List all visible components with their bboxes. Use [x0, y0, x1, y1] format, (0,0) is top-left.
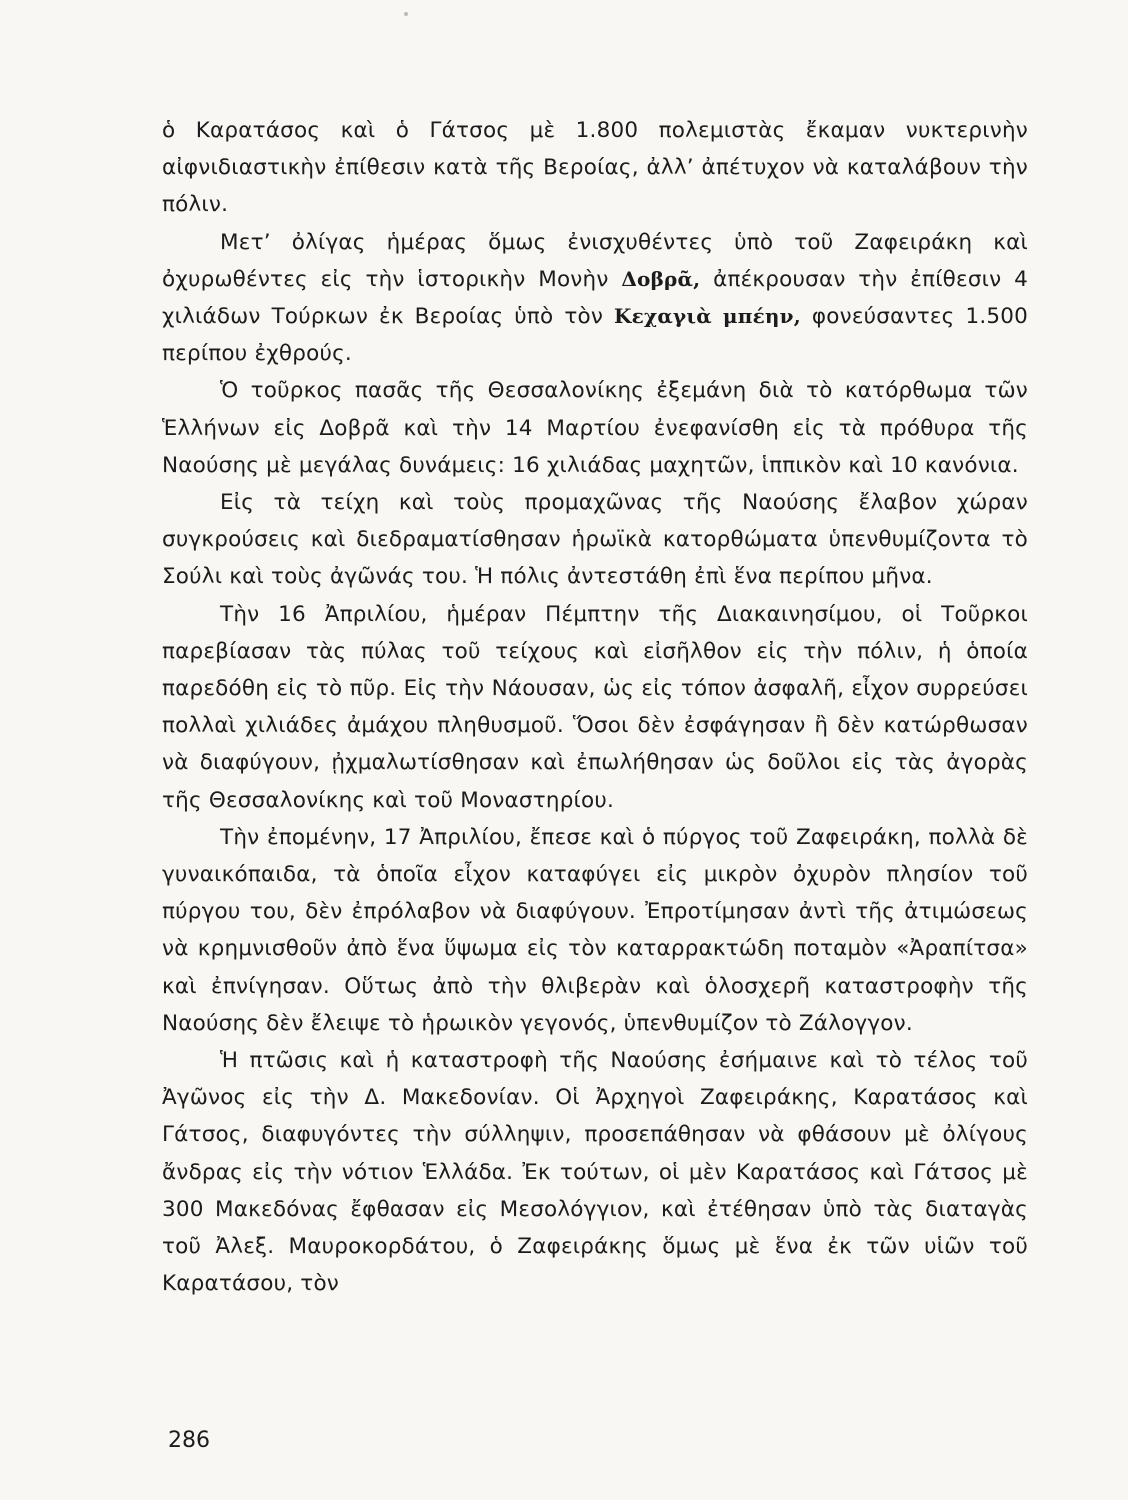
paragraph-6 [162, 819, 1028, 1042]
commander-name-bold: Κεχαγιὰ μπέην, [614, 304, 801, 329]
page-number: 286 [168, 1428, 210, 1453]
paragraph-5-text: Τὴν 16 Ἀπριλίου, ἡμέραν Πέμπτην τῆς Διακαινησίμου, οἱ Τοῦρκοι παρεβίασαν τὰς πύλας τοῦ τείχους καὶ εἰσῆλθον εἰς τὴν πόλιν, ἡ ὁποία παρεδόθη εἰς τὸ πῦρ. Εἰς τὴν Νάουσαν, ὡς εἰς τόπον ἀσφαλῆ, εἶχον συρρεύσει πολλαὶ χιλιάδες ἀμάχου πληθυσμοῦ. Ὅσοι δὲν ἐσφάγησαν ἢ δὲν κατώρθωσαν νὰ διαφύγουν, ᾐχμαλωτίσθησαν καὶ ἐπωλήθησαν ὡς δοῦλοι εἰς τὰς ἀγορὰς τῆς Θεσσαλονίκης καὶ τοῦ Μοναστηρίου. [162, 601, 1028, 813]
paragraph-6-text: Τὴν ἐπομένην, 17 Ἀπριλίου, ἔπεσε καὶ ὁ πύργος τοῦ Ζαφειράκη, πολλὰ δὲ γυναικόπαιδα, τὰ ὁποῖα εἶχον καταφύγει εἰς μικρὸν ὀχυρὸν πλησίον τοῦ πύργου του, δὲν ἐπρόλαβον νὰ διαφύγουν. Ἐπροτίμησαν ἀντὶ τῆς ἀτιμώσεως νὰ κρημνισθοῦν ἀπὸ ἕνα ὕψωμα εἰς τὸν καταρρακτώδη ποταμὸν «Ἀραπίτσα» καὶ ἐπνίγησαν. Οὕτως ἀπὸ τὴν θλιβερὰν καὶ ὁλοσχερῆ καταστροφὴν τῆς Ναούσης δὲν ἔλειψε τὸ ἡρωικὸν γεγονός, ὑπενθυμίζον τὸ Ζάλογγον. [162, 824, 1028, 1036]
paragraph-3-text: Ὁ τοῦρκος πασᾶς τῆς Θεσσαλονίκης ἐξεμάνη διὰ τὸ κατόρθωμα τῶν Ἑλλήνων εἰς Δοβρᾶ καὶ τὴν 14 Μαρτίου ἐνεφανίσθη εἰς τὰ πρόθυρα τῆς Ναούσης μὲ μεγάλας δυνάμεις: 16 χιλιάδας μαχητῶν, ἱππικὸν καὶ 10 κανόνια. [162, 378, 1028, 478]
paragraph-2 [162, 224, 1028, 373]
scan-speck [404, 12, 408, 16]
paragraph-2-text-b: ἀπέκρουσαν τὴν ἐπίθεσιν 4 χιλιάδων Τούρκων ἐκ Βεροίας ὑπὸ τὸν [162, 266, 1028, 330]
paragraph-1-text: ὁ Καρατάσος καὶ ὁ Γάτσος μὲ 1.800 πολεμιστὰς ἔκαμαν νυκτερινὴν αἰφνιδιαστικὴν ἐπίθεσιν κατὰ τῆς Βεροίας, ἀλλ’ ἀπέτυχον νὰ καταλάβουν τὴν πόλιν. [162, 118, 1028, 218]
paragraph-2-text-c: φονεύσαντες 1.500 περίπου ἐχθρούς. [162, 304, 1028, 367]
paragraph-3 [162, 372, 1028, 484]
monastery-name-bold: Δοβρᾶ, [621, 266, 701, 291]
paragraph-7-text: Ἡ πτῶσις καὶ ἡ καταστροφὴ τῆς Ναούσης ἐσήμαινε καὶ τὸ τέλος τοῦ Ἀγῶνος εἰς τὴν Δ. Μακεδονίαν. Οἱ Ἀρχηγοὶ Ζαφειράκης, Καρατάσος καὶ Γάτσος, διαφυγόντες τὴν σύλληψιν, προσεπάθησαν νὰ φθάσουν μὲ ὀλίγους ἄνδρας εἰς τὴν νότιον Ἑλλάδα. Ἐκ τούτων, οἱ μὲν Καρατάσος καὶ Γάτσος μὲ 300 Μακεδόνας ἔφθασαν εἰς Μεσολόγγιον, καὶ ἐτέθησαν ὑπὸ τὰς διαταγὰς τοῦ Ἀλεξ. Μαυροκορδάτου, ὁ Ζαφειράκης ὅμως μὲ ἕνα ἐκ τῶν υἱῶν τοῦ Καρατάσου, τὸν [162, 1048, 1028, 1297]
paragraph-1 [162, 112, 1028, 224]
body-text [162, 112, 1028, 1303]
paragraph-7 [162, 1042, 1028, 1302]
paragraph-4-text: Εἰς τὰ τείχη καὶ τοὺς προμαχῶνας τῆς Ναούσης ἔλαβον χώραν συγκρούσεις καὶ διεδραματίσθησαν ἡρωϊκὰ κατορθώματα ὑπενθυμίζοντα τὸ Σούλι καὶ τοὺς ἀγῶνάς του. Ἡ πόλις ἀντεστάθη ἐπὶ ἕνα περίπου μῆνα. [162, 490, 1028, 590]
paragraph-5 [162, 596, 1028, 819]
paragraph-2-text-a: Μετ’ ὀλίγας ἡμέρας ὅμως ἐνισχυθέντες ὑπὸ τοῦ Ζαφειράκη καὶ ὀχυρωθέντες εἰς τὴν ἱστορικὴν Μονὴν [162, 229, 1028, 292]
paragraph-4 [162, 484, 1028, 596]
